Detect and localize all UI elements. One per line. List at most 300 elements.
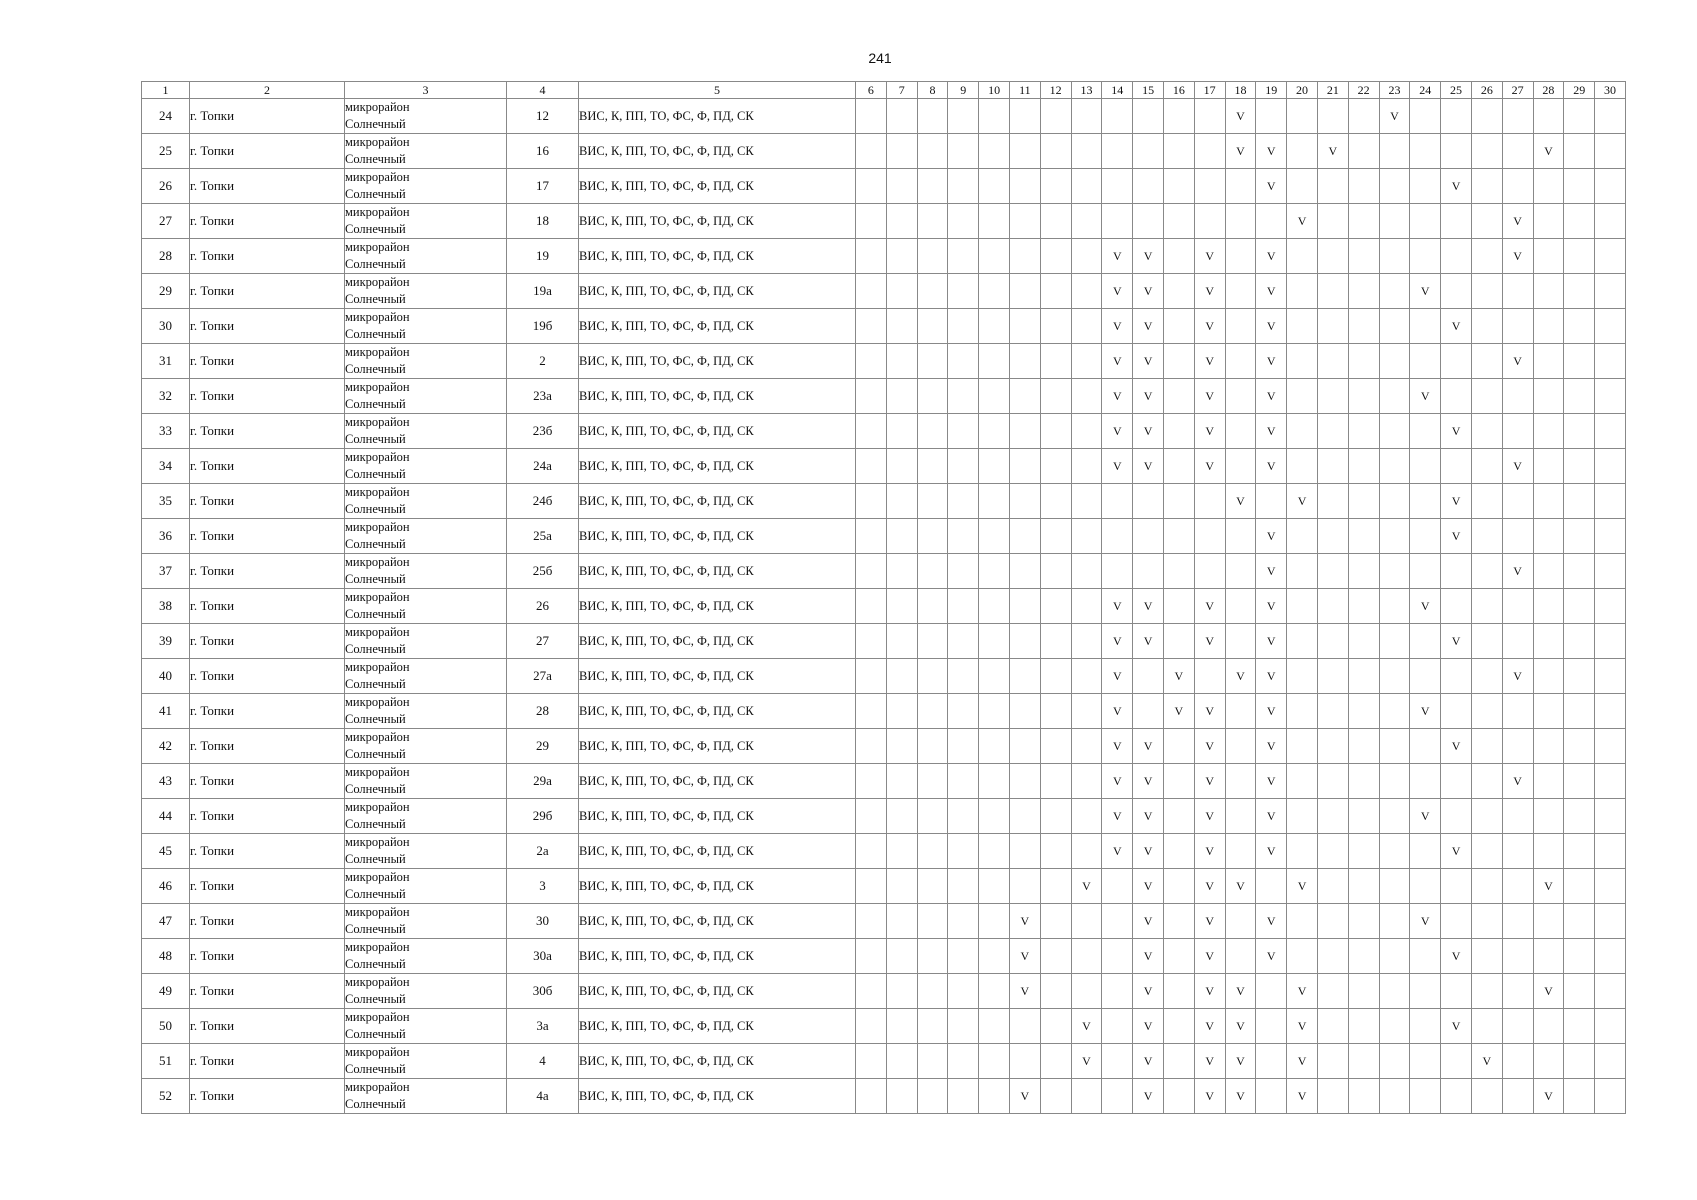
day-cell bbox=[979, 344, 1010, 379]
day-cell bbox=[1040, 274, 1071, 309]
column-header: 20 bbox=[1287, 82, 1318, 99]
day-cell bbox=[1564, 344, 1595, 379]
city-cell: г. Топки bbox=[190, 1079, 345, 1114]
row-number: 34 bbox=[142, 449, 190, 484]
column-header: 2 bbox=[190, 82, 345, 99]
day-cell bbox=[1595, 904, 1626, 939]
day-cell bbox=[1287, 344, 1318, 379]
day-cell bbox=[1348, 309, 1379, 344]
day-cell bbox=[886, 169, 917, 204]
day-cell bbox=[856, 974, 887, 1009]
house-number-cell: 29 bbox=[507, 729, 579, 764]
day-cell bbox=[1564, 1079, 1595, 1114]
day-cell bbox=[886, 974, 917, 1009]
day-cell bbox=[1564, 869, 1595, 904]
district-cell bbox=[345, 134, 507, 169]
day-cell bbox=[1348, 204, 1379, 239]
check-mark: V bbox=[1194, 239, 1225, 274]
day-cell bbox=[1071, 694, 1102, 729]
day-cell bbox=[1225, 379, 1256, 414]
day-cell bbox=[1040, 1079, 1071, 1114]
day-cell bbox=[979, 519, 1010, 554]
day-cell bbox=[1287, 309, 1318, 344]
day-cell bbox=[1133, 519, 1164, 554]
row-number: 47 bbox=[142, 904, 190, 939]
day-cell bbox=[1009, 274, 1040, 309]
city-cell: г. Топки bbox=[190, 519, 345, 554]
district-cell bbox=[345, 344, 507, 379]
city-cell: г. Топки bbox=[190, 169, 345, 204]
day-cell bbox=[1410, 624, 1441, 659]
city-cell: г. Топки bbox=[190, 764, 345, 799]
check-mark: V bbox=[1194, 799, 1225, 834]
day-cell bbox=[1040, 344, 1071, 379]
check-mark: V bbox=[1194, 1079, 1225, 1114]
day-cell bbox=[1040, 134, 1071, 169]
day-cell bbox=[1502, 624, 1533, 659]
day-cell bbox=[1533, 344, 1564, 379]
day-cell bbox=[886, 624, 917, 659]
day-cell bbox=[979, 204, 1010, 239]
day-cell bbox=[1595, 169, 1626, 204]
day-cell bbox=[1040, 974, 1071, 1009]
day-cell bbox=[1317, 554, 1348, 589]
day-cell bbox=[1410, 309, 1441, 344]
day-cell bbox=[1471, 484, 1502, 519]
house-number-cell: 18 bbox=[507, 204, 579, 239]
check-mark: V bbox=[1071, 869, 1102, 904]
check-mark: V bbox=[1410, 799, 1441, 834]
day-cell bbox=[948, 239, 979, 274]
district-line-2: Солнечный bbox=[345, 1097, 406, 1111]
day-cell bbox=[1441, 99, 1472, 134]
day-cell bbox=[1225, 554, 1256, 589]
column-header: 4 bbox=[507, 82, 579, 99]
house-number-cell: 12 bbox=[507, 99, 579, 134]
day-cell bbox=[856, 834, 887, 869]
day-cell bbox=[1163, 624, 1194, 659]
day-cell bbox=[1564, 554, 1595, 589]
row-number: 40 bbox=[142, 659, 190, 694]
day-cell bbox=[1410, 1009, 1441, 1044]
works-cell: ВИС, К, ПП, ТО, ФС, Ф, ПД, СК bbox=[579, 554, 856, 589]
day-cell bbox=[1040, 449, 1071, 484]
column-header: 10 bbox=[979, 82, 1010, 99]
day-cell bbox=[917, 974, 948, 1009]
day-cell bbox=[948, 729, 979, 764]
works-cell: ВИС, К, ПП, ТО, ФС, Ф, ПД, СК bbox=[579, 449, 856, 484]
day-cell bbox=[948, 449, 979, 484]
day-cell bbox=[1133, 554, 1164, 589]
day-cell bbox=[1102, 1079, 1133, 1114]
city-cell: г. Топки bbox=[190, 1009, 345, 1044]
district-cell bbox=[345, 729, 507, 764]
day-cell bbox=[1040, 204, 1071, 239]
day-cell bbox=[1533, 99, 1564, 134]
day-cell bbox=[1471, 379, 1502, 414]
check-mark: V bbox=[1133, 729, 1164, 764]
day-cell bbox=[1564, 729, 1595, 764]
check-mark: V bbox=[1133, 764, 1164, 799]
day-cell bbox=[917, 659, 948, 694]
day-cell bbox=[1009, 589, 1040, 624]
district-cell bbox=[345, 904, 507, 939]
day-cell bbox=[1379, 519, 1410, 554]
day-cell bbox=[1348, 554, 1379, 589]
check-mark: V bbox=[1441, 1009, 1472, 1044]
day-cell bbox=[917, 309, 948, 344]
check-mark: V bbox=[1102, 729, 1133, 764]
day-cell bbox=[1502, 939, 1533, 974]
day-cell bbox=[1256, 204, 1287, 239]
district-line-1: микрорайон bbox=[345, 485, 410, 499]
day-cell bbox=[948, 904, 979, 939]
day-cell bbox=[1471, 659, 1502, 694]
day-cell bbox=[1071, 99, 1102, 134]
day-cell bbox=[1595, 99, 1626, 134]
day-cell bbox=[1471, 414, 1502, 449]
works-cell: ВИС, К, ПП, ТО, ФС, Ф, ПД, СК bbox=[579, 239, 856, 274]
day-cell bbox=[1595, 239, 1626, 274]
day-cell bbox=[1040, 309, 1071, 344]
day-cell bbox=[1564, 309, 1595, 344]
day-cell bbox=[979, 974, 1010, 1009]
day-cell bbox=[917, 379, 948, 414]
day-cell bbox=[1533, 554, 1564, 589]
day-cell bbox=[1471, 974, 1502, 1009]
day-cell bbox=[1533, 274, 1564, 309]
check-mark: V bbox=[1102, 694, 1133, 729]
column-header: 6 bbox=[856, 82, 887, 99]
day-cell bbox=[1348, 169, 1379, 204]
check-mark: V bbox=[1071, 1009, 1102, 1044]
day-cell bbox=[1102, 99, 1133, 134]
district-line-1: микрорайон bbox=[345, 695, 410, 709]
day-cell bbox=[1287, 99, 1318, 134]
day-cell bbox=[1564, 1044, 1595, 1079]
day-cell bbox=[856, 1079, 887, 1114]
day-cell bbox=[1317, 344, 1348, 379]
day-cell bbox=[1410, 834, 1441, 869]
day-cell bbox=[1533, 1044, 1564, 1079]
check-mark: V bbox=[1133, 449, 1164, 484]
check-mark: V bbox=[1102, 659, 1133, 694]
district-cell bbox=[345, 624, 507, 659]
day-cell bbox=[1595, 799, 1626, 834]
row-number: 31 bbox=[142, 344, 190, 379]
day-cell bbox=[979, 379, 1010, 414]
works-cell: ВИС, К, ПП, ТО, ФС, Ф, ПД, СК bbox=[579, 624, 856, 659]
row-number: 27 bbox=[142, 204, 190, 239]
check-mark: V bbox=[1533, 974, 1564, 1009]
row-number: 45 bbox=[142, 834, 190, 869]
check-mark: V bbox=[1441, 309, 1472, 344]
check-mark: V bbox=[1256, 799, 1287, 834]
district-line-1: микрорайон bbox=[345, 555, 410, 569]
day-cell bbox=[856, 239, 887, 274]
day-cell bbox=[1502, 834, 1533, 869]
day-cell bbox=[1564, 974, 1595, 1009]
row-number: 52 bbox=[142, 1079, 190, 1114]
day-cell bbox=[1595, 554, 1626, 589]
day-cell bbox=[1009, 379, 1040, 414]
city-cell: г. Топки bbox=[190, 309, 345, 344]
district-cell bbox=[345, 799, 507, 834]
day-cell bbox=[1379, 239, 1410, 274]
check-mark: V bbox=[1009, 1079, 1040, 1114]
table-row bbox=[142, 554, 1626, 589]
column-header: 9 bbox=[948, 82, 979, 99]
day-cell bbox=[1163, 729, 1194, 764]
day-cell bbox=[948, 764, 979, 799]
check-mark: V bbox=[1133, 799, 1164, 834]
day-cell bbox=[917, 554, 948, 589]
day-cell bbox=[1163, 309, 1194, 344]
day-cell bbox=[856, 134, 887, 169]
day-cell bbox=[1163, 379, 1194, 414]
house-number-cell: 30б bbox=[507, 974, 579, 1009]
day-cell bbox=[1163, 1079, 1194, 1114]
day-cell bbox=[1009, 799, 1040, 834]
day-cell bbox=[1009, 484, 1040, 519]
day-cell bbox=[1225, 239, 1256, 274]
row-number: 39 bbox=[142, 624, 190, 659]
works-cell: ВИС, К, ПП, ТО, ФС, Ф, ПД, СК bbox=[579, 764, 856, 799]
day-cell bbox=[1287, 659, 1318, 694]
day-cell bbox=[1471, 799, 1502, 834]
day-cell bbox=[1348, 519, 1379, 554]
check-mark: V bbox=[1102, 764, 1133, 799]
day-cell bbox=[1564, 274, 1595, 309]
district-cell bbox=[345, 764, 507, 799]
table-row bbox=[142, 134, 1626, 169]
day-cell bbox=[979, 764, 1010, 799]
day-cell bbox=[979, 939, 1010, 974]
city-cell: г. Топки bbox=[190, 134, 345, 169]
day-cell bbox=[979, 1079, 1010, 1114]
district-cell bbox=[345, 1079, 507, 1114]
day-cell bbox=[1348, 99, 1379, 134]
day-cell bbox=[1379, 904, 1410, 939]
day-cell bbox=[1040, 484, 1071, 519]
day-cell bbox=[1348, 694, 1379, 729]
check-mark: V bbox=[1009, 904, 1040, 939]
day-cell bbox=[1502, 414, 1533, 449]
row-number: 50 bbox=[142, 1009, 190, 1044]
day-cell bbox=[1595, 1044, 1626, 1079]
day-cell bbox=[1595, 869, 1626, 904]
district-cell bbox=[345, 484, 507, 519]
day-cell bbox=[886, 99, 917, 134]
day-cell bbox=[1071, 799, 1102, 834]
day-cell bbox=[886, 1044, 917, 1079]
district-line-1: микрорайон bbox=[345, 415, 410, 429]
check-mark: V bbox=[1256, 274, 1287, 309]
city-cell: г. Топки bbox=[190, 869, 345, 904]
day-cell bbox=[1471, 1009, 1502, 1044]
day-cell bbox=[1009, 624, 1040, 659]
column-header: 27 bbox=[1502, 82, 1533, 99]
city-cell: г. Топки bbox=[190, 1044, 345, 1079]
day-cell bbox=[1163, 974, 1194, 1009]
day-cell bbox=[856, 309, 887, 344]
day-cell bbox=[1471, 834, 1502, 869]
table-row bbox=[142, 449, 1626, 484]
works-cell: ВИС, К, ПП, ТО, ФС, Ф, ПД, СК bbox=[579, 694, 856, 729]
check-mark: V bbox=[1102, 274, 1133, 309]
day-cell bbox=[1471, 309, 1502, 344]
works-cell: ВИС, К, ПП, ТО, ФС, Ф, ПД, СК bbox=[579, 659, 856, 694]
works-cell: ВИС, К, ПП, ТО, ФС, Ф, ПД, СК bbox=[579, 974, 856, 1009]
day-cell bbox=[1071, 589, 1102, 624]
day-cell bbox=[1163, 449, 1194, 484]
day-cell bbox=[1071, 484, 1102, 519]
day-cell bbox=[1533, 309, 1564, 344]
day-cell bbox=[1502, 694, 1533, 729]
day-cell bbox=[948, 1079, 979, 1114]
day-cell bbox=[1595, 204, 1626, 239]
day-cell bbox=[1502, 974, 1533, 1009]
check-mark: V bbox=[1502, 554, 1533, 589]
day-cell bbox=[979, 869, 1010, 904]
check-mark: V bbox=[1256, 379, 1287, 414]
day-cell bbox=[948, 484, 979, 519]
district-line-1: микрорайон bbox=[345, 940, 410, 954]
day-cell bbox=[1564, 169, 1595, 204]
row-number: 24 bbox=[142, 99, 190, 134]
table-row bbox=[142, 939, 1626, 974]
day-cell bbox=[1317, 484, 1348, 519]
day-cell bbox=[856, 204, 887, 239]
day-cell bbox=[1317, 589, 1348, 624]
day-cell bbox=[917, 1079, 948, 1114]
house-number-cell: 25б bbox=[507, 554, 579, 589]
day-cell bbox=[1471, 169, 1502, 204]
day-cell bbox=[1071, 344, 1102, 379]
check-mark: V bbox=[1194, 904, 1225, 939]
day-cell bbox=[1194, 484, 1225, 519]
day-cell bbox=[979, 449, 1010, 484]
day-cell bbox=[1533, 834, 1564, 869]
check-mark: V bbox=[1287, 974, 1318, 1009]
house-number-cell: 19б bbox=[507, 309, 579, 344]
day-cell bbox=[1471, 344, 1502, 379]
day-cell bbox=[1441, 904, 1472, 939]
day-cell bbox=[1040, 694, 1071, 729]
day-cell bbox=[917, 869, 948, 904]
day-cell bbox=[1471, 764, 1502, 799]
day-cell bbox=[1533, 484, 1564, 519]
check-mark: V bbox=[1225, 484, 1256, 519]
day-cell bbox=[1225, 414, 1256, 449]
day-cell bbox=[1379, 554, 1410, 589]
check-mark: V bbox=[1441, 169, 1472, 204]
check-mark: V bbox=[1225, 1009, 1256, 1044]
check-mark: V bbox=[1102, 239, 1133, 274]
day-cell bbox=[1009, 519, 1040, 554]
day-cell bbox=[1071, 449, 1102, 484]
schedule-table bbox=[141, 81, 1626, 1114]
day-cell bbox=[1071, 729, 1102, 764]
day-cell bbox=[1441, 344, 1472, 379]
day-cell bbox=[1317, 659, 1348, 694]
column-header: 25 bbox=[1441, 82, 1472, 99]
works-cell: ВИС, К, ПП, ТО, ФС, Ф, ПД, СК bbox=[579, 274, 856, 309]
day-cell bbox=[1379, 694, 1410, 729]
row-number: 30 bbox=[142, 309, 190, 344]
day-cell bbox=[1071, 204, 1102, 239]
column-header: 3 bbox=[345, 82, 507, 99]
column-header: 5 bbox=[579, 82, 856, 99]
day-cell bbox=[1009, 309, 1040, 344]
day-cell bbox=[1317, 519, 1348, 554]
day-cell bbox=[1533, 204, 1564, 239]
day-cell bbox=[979, 904, 1010, 939]
day-cell bbox=[1225, 169, 1256, 204]
day-cell bbox=[1040, 1009, 1071, 1044]
row-number: 35 bbox=[142, 484, 190, 519]
city-cell: г. Топки bbox=[190, 99, 345, 134]
day-cell bbox=[1040, 414, 1071, 449]
day-cell bbox=[1317, 204, 1348, 239]
day-cell bbox=[1225, 309, 1256, 344]
district-line-1: микрорайон bbox=[345, 1010, 410, 1024]
day-cell bbox=[1502, 274, 1533, 309]
day-cell bbox=[1133, 99, 1164, 134]
column-header: 13 bbox=[1071, 82, 1102, 99]
day-cell bbox=[1441, 589, 1472, 624]
day-cell bbox=[1379, 274, 1410, 309]
day-cell bbox=[1471, 134, 1502, 169]
day-cell bbox=[1071, 904, 1102, 939]
day-cell bbox=[1071, 939, 1102, 974]
district-line-2: Солнечный bbox=[345, 1027, 406, 1041]
day-cell bbox=[1317, 904, 1348, 939]
column-header: 15 bbox=[1133, 82, 1164, 99]
day-cell bbox=[1533, 904, 1564, 939]
day-cell bbox=[1009, 659, 1040, 694]
day-cell bbox=[1441, 1079, 1472, 1114]
row-number: 51 bbox=[142, 1044, 190, 1079]
day-cell bbox=[948, 519, 979, 554]
works-cell: ВИС, К, ПП, ТО, ФС, Ф, ПД, СК bbox=[579, 414, 856, 449]
day-cell bbox=[1441, 869, 1472, 904]
check-mark: V bbox=[1133, 869, 1164, 904]
check-mark: V bbox=[1256, 449, 1287, 484]
day-cell bbox=[1133, 484, 1164, 519]
district-cell bbox=[345, 449, 507, 484]
column-header: 21 bbox=[1317, 82, 1348, 99]
day-cell bbox=[1564, 99, 1595, 134]
day-cell bbox=[948, 274, 979, 309]
day-cell bbox=[1379, 939, 1410, 974]
day-cell bbox=[979, 239, 1010, 274]
city-cell: г. Топки bbox=[190, 274, 345, 309]
day-cell bbox=[1225, 904, 1256, 939]
day-cell bbox=[1163, 519, 1194, 554]
house-number-cell: 25а bbox=[507, 519, 579, 554]
check-mark: V bbox=[1133, 274, 1164, 309]
header-row bbox=[142, 82, 1626, 99]
day-cell bbox=[1009, 344, 1040, 379]
day-cell bbox=[1379, 1009, 1410, 1044]
day-cell bbox=[1071, 239, 1102, 274]
day-cell bbox=[1379, 659, 1410, 694]
day-cell bbox=[1471, 239, 1502, 274]
day-cell bbox=[1441, 449, 1472, 484]
day-cell bbox=[948, 134, 979, 169]
day-cell bbox=[856, 379, 887, 414]
